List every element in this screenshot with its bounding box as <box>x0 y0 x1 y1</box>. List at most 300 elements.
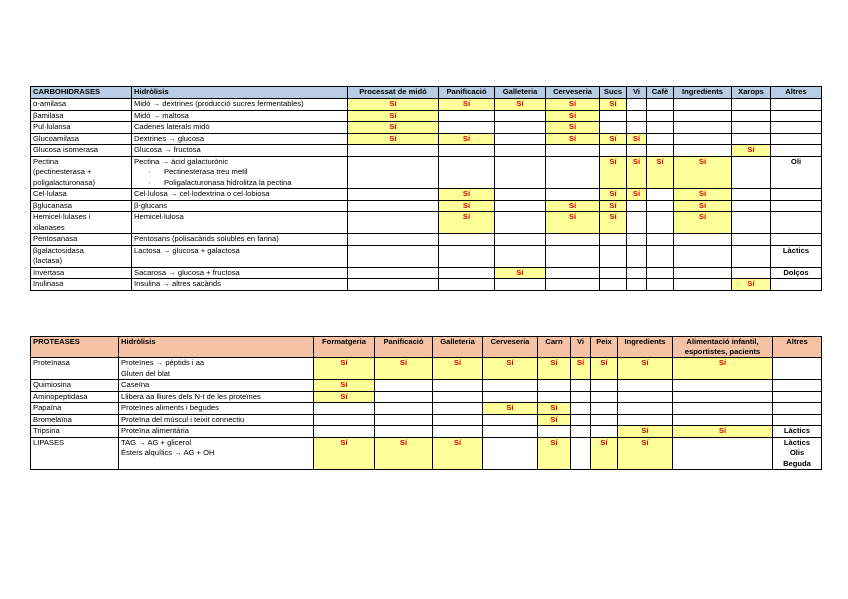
prot-header-1: Hidròlisis <box>119 337 314 358</box>
carb-enzyme-name: βglucanasa <box>31 200 132 212</box>
carb-cell <box>674 122 732 134</box>
prot-header-row <box>31 337 822 358</box>
prot-row <box>31 414 822 426</box>
carb-cell <box>674 133 732 145</box>
yes-cell: Sí <box>546 110 600 122</box>
yes-cell: Sí <box>600 200 627 212</box>
carb-enzyme-name <box>31 212 132 234</box>
carb-header-9: Ingredients <box>674 87 732 99</box>
carb-cell <box>732 245 771 267</box>
carb-cell <box>600 279 627 291</box>
prot-header-6: Carn <box>538 337 571 358</box>
carb-cell <box>439 122 495 134</box>
carb-cell <box>647 267 674 279</box>
prot-cell <box>483 414 538 426</box>
hydrolysis-line: Sacarosa → glucosa + fructosa <box>134 267 240 277</box>
carb-row <box>31 189 822 201</box>
yes-cell: Sí <box>674 156 732 189</box>
carb-cell <box>439 234 495 246</box>
carb-other: Oli <box>771 156 822 189</box>
carb-row <box>31 145 822 157</box>
carb-enzyme-name: Pul·lulansa <box>31 122 132 134</box>
yes-cell: Sí <box>732 279 771 291</box>
yes-cell: Sí <box>439 200 495 212</box>
yes-cell: Sí <box>314 358 375 380</box>
carb-cell <box>647 200 674 212</box>
prot-cell <box>571 437 591 470</box>
prot-enzyme-name: Aminopeptidasa <box>31 391 119 403</box>
carb-cell <box>627 99 647 111</box>
prot-header-0: PROTEASES <box>31 337 119 358</box>
yes-cell: Sí <box>571 358 591 380</box>
carb-header-11: Altres <box>771 87 822 99</box>
carb-hydrolysis <box>132 156 348 189</box>
carb-hydrolysis <box>132 234 348 246</box>
prot-enzyme-name: Papaïna <box>31 403 119 415</box>
carb-cell <box>348 200 439 212</box>
yes-cell: Sí <box>483 403 538 415</box>
prot-cell <box>618 380 673 392</box>
hydrolysis-line: Proteïnes → pèptids i aa <box>121 358 205 367</box>
carb-cell <box>495 200 546 212</box>
prot-cell <box>314 403 375 415</box>
carb-cell <box>348 156 439 189</box>
prot-hydrolysis <box>119 403 314 415</box>
other-line: Làctics <box>783 437 811 447</box>
prot-hydrolysis <box>119 391 314 403</box>
yes-cell: Sí <box>439 133 495 145</box>
prot-cell <box>483 380 538 392</box>
carb-hydrolysis <box>132 212 348 234</box>
carb-cell <box>495 122 546 134</box>
yes-cell: Sí <box>495 267 546 279</box>
prot-cell <box>591 391 618 403</box>
enzyme-name-line: βgalactosidasa <box>33 245 84 255</box>
prot-header-9: Ingredients <box>618 337 673 358</box>
prot-cell <box>571 426 591 438</box>
yes-cell: Sí <box>433 358 483 380</box>
hydrolysis-line: Midó → maltosa <box>134 110 189 120</box>
carb-cell <box>627 110 647 122</box>
prot-row <box>31 426 822 438</box>
carb-cell <box>647 99 674 111</box>
yes-cell: Sí <box>538 403 571 415</box>
hydrolysis-line: β-glucans <box>134 200 168 210</box>
prot-other <box>773 426 822 438</box>
carb-cell <box>647 279 674 291</box>
yes-cell: Sí <box>439 99 495 111</box>
prot-cell <box>375 380 433 392</box>
prot-row <box>31 437 822 470</box>
hydrolysis-bullet <box>134 178 345 189</box>
yes-cell: Sí <box>546 212 600 234</box>
enzyme-name-line: xilanases <box>33 222 65 232</box>
prot-cell <box>433 391 483 403</box>
carb-hydrolysis <box>132 145 348 157</box>
carb-cell <box>732 200 771 212</box>
prot-cell <box>433 403 483 415</box>
yes-cell: Sí <box>627 189 647 201</box>
yes-cell: Sí <box>314 380 375 392</box>
prot-cell <box>618 414 673 426</box>
carb-hydrolysis <box>132 200 348 212</box>
carb-hydrolysis <box>132 245 348 267</box>
yes-cell: Sí <box>674 200 732 212</box>
carb-cell <box>546 234 600 246</box>
yes-cell: Sí <box>439 189 495 201</box>
prot-enzyme-name: LIPASES <box>31 437 119 470</box>
carb-hydrolysis <box>132 267 348 279</box>
carb-cell <box>732 267 771 279</box>
carb-cell <box>732 99 771 111</box>
yes-cell: Sí <box>600 156 627 189</box>
prot-hydrolysis <box>119 358 314 380</box>
yes-cell: Sí <box>600 133 627 145</box>
carb-cell <box>674 145 732 157</box>
carb-cell <box>546 189 600 201</box>
carb-other <box>771 212 822 234</box>
enzyme-name-line: Hemicel·lulases i <box>33 212 91 221</box>
prot-hydrolysis <box>119 437 314 470</box>
hydrolysis-line: Pentosans (polisacàrids solubles en farina) <box>134 234 279 243</box>
enzyme-name-line: (pectinesterasa + <box>33 167 92 176</box>
yes-cell: Sí <box>546 200 600 212</box>
carb-hydrolysis <box>132 133 348 145</box>
carb-cell <box>732 110 771 122</box>
carb-cell <box>348 212 439 234</box>
carb-cell <box>495 156 546 189</box>
yes-cell: Sí <box>600 189 627 201</box>
prot-other <box>773 437 822 470</box>
hydrolysis-line: Proteïna alimentària <box>121 426 189 435</box>
yes-cell: Sí <box>348 133 439 145</box>
carb-header-1: Hidròlisis <box>132 87 348 99</box>
yes-cell: Sí <box>314 437 375 470</box>
prot-other <box>773 391 822 403</box>
carb-cell <box>674 267 732 279</box>
prot-header-4: Galleteria <box>433 337 483 358</box>
carb-cell <box>674 234 732 246</box>
prot-cell <box>375 403 433 415</box>
carb-cell <box>674 279 732 291</box>
carb-hydrolysis <box>132 110 348 122</box>
prot-cell <box>538 391 571 403</box>
other-line: Beguda <box>783 458 811 468</box>
hydrolysis-line: Llibera aa lliures dels N-t de les proteïnes <box>121 391 261 401</box>
carb-other <box>771 110 822 122</box>
carb-row <box>31 133 822 145</box>
yes-cell: Sí <box>538 414 571 426</box>
bullet-text: Poligalacturonasa hidrolitza la pectina <box>164 177 292 187</box>
carb-cell <box>600 122 627 134</box>
carb-cell <box>732 212 771 234</box>
prot-cell <box>375 414 433 426</box>
prot-other <box>773 358 822 380</box>
prot-cell <box>673 437 773 470</box>
carb-cell <box>732 156 771 189</box>
carb-cell <box>647 133 674 145</box>
prot-cell <box>591 380 618 392</box>
hydrolysis-line: Gluten del blat <box>121 368 170 378</box>
carb-cell <box>439 279 495 291</box>
carb-enzyme-name: Glucoamilasa <box>31 133 132 145</box>
carb-header-5: Cerveseria <box>546 87 600 99</box>
carb-cell <box>627 122 647 134</box>
carb-cell <box>600 234 627 246</box>
prot-cell <box>375 426 433 438</box>
carb-cell <box>627 267 647 279</box>
yes-cell: Sí <box>627 133 647 145</box>
yes-cell: Sí <box>546 133 600 145</box>
yes-cell: Sí <box>546 99 600 111</box>
prot-hydrolysis <box>119 426 314 438</box>
carb-cell <box>495 145 546 157</box>
prot-cell <box>433 380 483 392</box>
carb-hydrolysis <box>132 279 348 291</box>
carb-header-row <box>31 87 822 99</box>
carb-header-10: Xarops <box>732 87 771 99</box>
prot-cell <box>375 391 433 403</box>
carb-row <box>31 212 822 234</box>
proteases-table <box>30 336 822 470</box>
carb-row <box>31 267 822 279</box>
prot-enzyme-name: Bromelaïna <box>31 414 119 426</box>
prot-cell <box>483 426 538 438</box>
yes-cell: Sí <box>618 437 673 470</box>
prot-header-8: Peix <box>591 337 618 358</box>
prot-cell <box>433 426 483 438</box>
carb-cell <box>627 279 647 291</box>
yes-cell: Sí <box>673 426 773 438</box>
prot-cell <box>314 426 375 438</box>
prot-cell <box>483 391 538 403</box>
yes-cell: Sí <box>439 212 495 234</box>
carb-row <box>31 279 822 291</box>
prot-cell <box>673 391 773 403</box>
prot-row <box>31 358 822 380</box>
carb-row <box>31 110 822 122</box>
enzyme-name-line: Pectina <box>33 156 59 166</box>
carb-row <box>31 245 822 267</box>
carb-cell <box>348 145 439 157</box>
carb-cell <box>732 122 771 134</box>
carb-header-8: Cafè <box>647 87 674 99</box>
prot-cell <box>538 426 571 438</box>
carb-other <box>771 145 822 157</box>
carb-cell <box>732 234 771 246</box>
carb-cell <box>439 145 495 157</box>
carb-enzyme-name: βamilasa <box>31 110 132 122</box>
carb-cell <box>627 245 647 267</box>
prot-enzyme-name: Proteïnasa <box>31 358 119 380</box>
carb-other <box>771 200 822 212</box>
carb-other <box>771 133 822 145</box>
yes-cell: Sí <box>314 391 375 403</box>
enzyme-name-line: (lactasa) <box>33 256 63 265</box>
yes-cell: Sí <box>647 156 674 189</box>
carb-other <box>771 279 822 291</box>
enzyme-name-line: poligalacturonasa) <box>33 177 96 187</box>
prot-row <box>31 391 822 403</box>
hydrolysis-line: Proteïna del múscul i teixit connectiu <box>121 414 245 424</box>
prot-enzyme-name: Quimiosina <box>31 380 119 392</box>
carb-cell <box>439 245 495 267</box>
prot-hydrolysis <box>119 414 314 426</box>
prot-cell <box>673 403 773 415</box>
yes-cell: Sí <box>618 358 673 380</box>
carb-other: Làctics <box>771 245 822 267</box>
hydrolysis-bullet <box>134 167 345 178</box>
carb-cell <box>627 212 647 234</box>
hydrolysis-line: Èsters alquílics → AG + OH <box>121 448 215 457</box>
yes-cell: Sí <box>375 358 433 380</box>
carb-cell <box>674 110 732 122</box>
carb-cell <box>348 189 439 201</box>
yes-cell: Sí <box>546 122 600 134</box>
carb-cell <box>546 279 600 291</box>
carb-cell <box>348 245 439 267</box>
carb-enzyme-name: Invertasa <box>31 267 132 279</box>
yes-cell: Sí <box>495 99 546 111</box>
yes-cell: Sí <box>483 358 538 380</box>
carb-cell <box>600 145 627 157</box>
hydrolysis-line: Cadenes laterals midó <box>134 122 210 131</box>
carb-cell <box>627 200 647 212</box>
prot-header-5: Cerveseria <box>483 337 538 358</box>
other-line: Olis <box>789 448 805 457</box>
hydrolysis-line: TAG → AG + glicerol <box>121 437 192 447</box>
carb-cell <box>732 189 771 201</box>
carb-cell <box>600 110 627 122</box>
carb-row <box>31 99 822 111</box>
hydrolysis-line: Glucosa → fructosa <box>134 145 201 154</box>
carb-cell <box>348 234 439 246</box>
yes-cell: Sí <box>348 122 439 134</box>
carb-cell <box>732 133 771 145</box>
carb-other <box>771 99 822 111</box>
prot-cell <box>538 380 571 392</box>
prot-other <box>773 414 822 426</box>
prot-cell <box>673 380 773 392</box>
hydrolysis-line: Caseïna <box>121 380 150 389</box>
carb-header-2: Processat de midó <box>348 87 439 99</box>
prot-header-2: Formatgeria <box>314 337 375 358</box>
prot-row <box>31 380 822 392</box>
carb-enzyme-name: α-amilasa <box>31 99 132 111</box>
carb-cell <box>674 99 732 111</box>
carb-enzyme-name: Cel·lulasa <box>31 189 132 201</box>
carb-cell <box>546 245 600 267</box>
carb-row <box>31 234 822 246</box>
carb-enzyme-name <box>31 245 132 267</box>
carb-cell <box>647 245 674 267</box>
hydrolysis-line: Insulina → altres sacàrids <box>134 279 221 288</box>
prot-header-7: Vi <box>571 337 591 358</box>
carb-row <box>31 156 822 189</box>
carb-cell <box>546 156 600 189</box>
carb-enzyme-name: Inulinasa <box>31 279 132 291</box>
carb-cell <box>546 145 600 157</box>
yes-cell: Sí <box>627 156 647 189</box>
hydrolysis-line: Midó → dextrines (producció sucres fermentables) <box>134 99 304 108</box>
carb-cell <box>495 189 546 201</box>
carb-enzyme-name: Glucosa isomerasa <box>31 145 132 157</box>
prot-header-3: Panificació <box>375 337 433 358</box>
carb-cell <box>439 156 495 189</box>
yes-cell: Sí <box>732 145 771 157</box>
prot-cell <box>571 380 591 392</box>
hydrolysis-line: Cel·lulosa → cel·lodextrina o cel·lobiosa <box>134 189 270 198</box>
prot-cell <box>618 403 673 415</box>
prot-hydrolysis <box>119 380 314 392</box>
yes-cell: Sí <box>600 212 627 234</box>
hydrolysis-line: Lactosa → glucosa + galactosa <box>134 245 240 255</box>
prot-header-11: Altres <box>773 337 822 358</box>
prot-enzyme-name: Tripsina <box>31 426 119 438</box>
carb-other <box>771 189 822 201</box>
carb-cell <box>546 267 600 279</box>
prot-cell <box>571 414 591 426</box>
carb-cell <box>600 245 627 267</box>
carb-header-0: CARBOHIDRASES <box>31 87 132 99</box>
carb-row <box>31 200 822 212</box>
carb-cell <box>647 189 674 201</box>
prot-cell <box>618 391 673 403</box>
carb-cell <box>627 145 647 157</box>
carb-cell <box>439 110 495 122</box>
prot-cell <box>673 414 773 426</box>
carb-hydrolysis <box>132 99 348 111</box>
carb-cell <box>647 234 674 246</box>
yes-cell: Sí <box>348 110 439 122</box>
yes-cell: Sí <box>618 426 673 438</box>
carb-enzyme-name <box>31 156 132 189</box>
yes-cell: Sí <box>591 437 618 470</box>
prot-header-10: Alimentació infantil, esportistes, pacients <box>673 337 773 358</box>
prot-cell <box>571 391 591 403</box>
prot-other <box>773 380 822 392</box>
carb-hydrolysis <box>132 122 348 134</box>
hydrolysis-line: Dextrines → glucosa <box>134 133 205 143</box>
carb-cell <box>348 279 439 291</box>
carb-cell <box>647 145 674 157</box>
carb-cell <box>495 212 546 234</box>
carb-header-3: Panificació <box>439 87 495 99</box>
bullet-text: Pectinesterasa treu metil <box>164 167 248 176</box>
carb-header-6: Sucs <box>600 87 627 99</box>
yes-cell: Sí <box>591 358 618 380</box>
carb-cell <box>495 133 546 145</box>
carb-cell <box>348 267 439 279</box>
yes-cell: Sí <box>375 437 433 470</box>
yes-cell: Sí <box>348 99 439 111</box>
carb-cell <box>674 245 732 267</box>
prot-cell <box>483 437 538 470</box>
carb-cell <box>495 245 546 267</box>
carb-row <box>31 122 822 134</box>
carb-cell <box>495 279 546 291</box>
carb-cell <box>600 267 627 279</box>
carb-cell <box>495 110 546 122</box>
yes-cell: Sí <box>538 358 571 380</box>
prot-cell <box>591 426 618 438</box>
other-line: Làctics <box>783 426 811 435</box>
yes-cell: Sí <box>433 437 483 470</box>
carb-other <box>771 234 822 246</box>
carb-cell <box>439 267 495 279</box>
carb-cell <box>495 234 546 246</box>
carbohydrases-table <box>30 86 822 291</box>
